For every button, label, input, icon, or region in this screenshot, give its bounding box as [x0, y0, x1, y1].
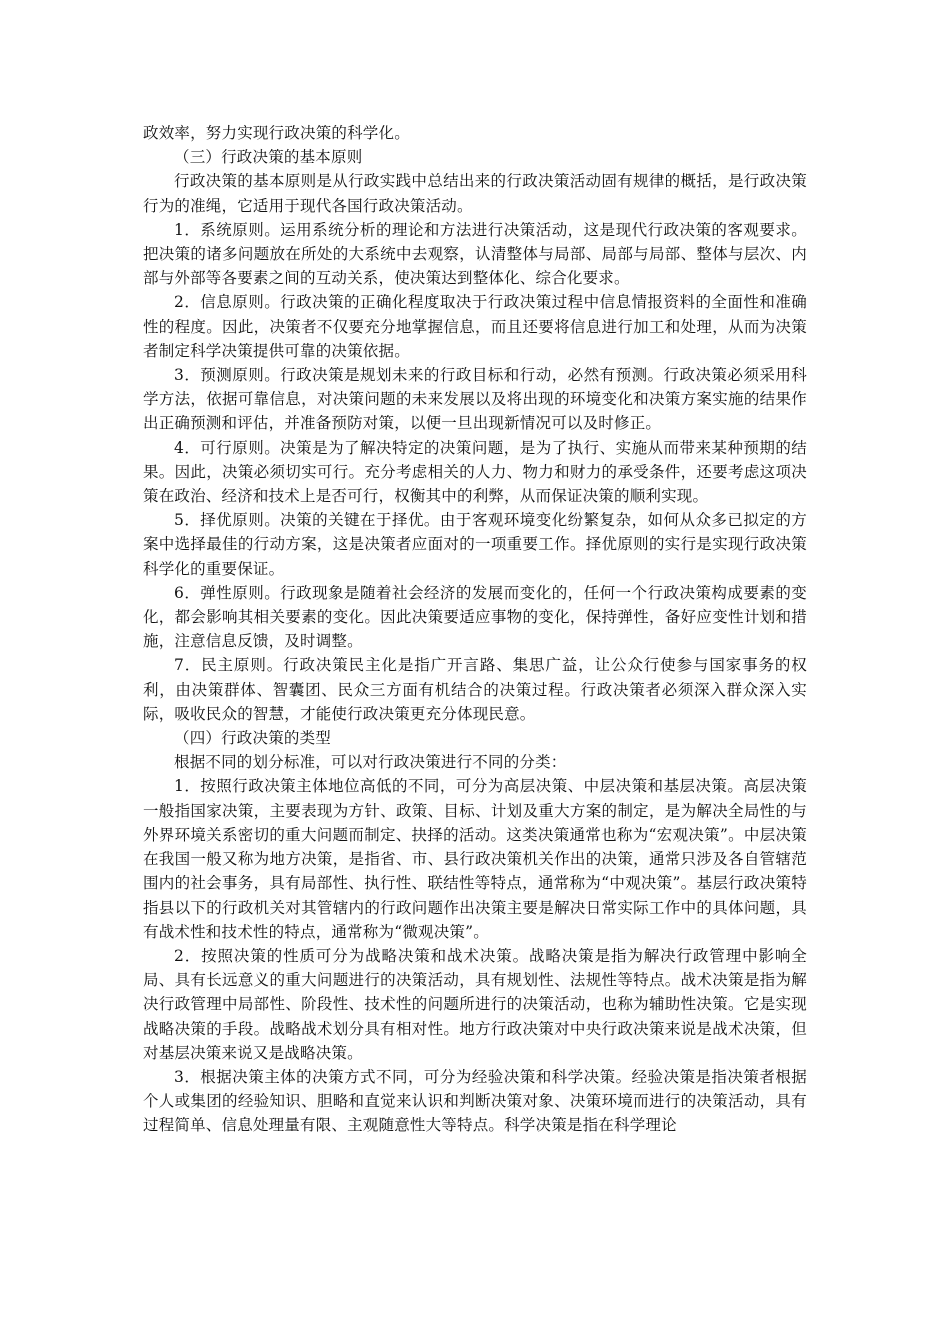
- paragraph-democracy-principle: 7．民主原则。行政决策民主化是指广开言路、集思广益，让公众行使参与国家事务的权利，由决策群体、智囊团、民众三方面有机结合的决策过程。行政决策者必须深入群众深入实际，吸收民众的智慧，才能使行政决策更充分体现民意。: [143, 656, 807, 723]
- section-heading-types: （四）行政决策的类型: [174, 729, 332, 748]
- paragraph-continuation: 政效率，努力实现行政决策的科学化。: [143, 124, 410, 142]
- paragraph-type-by-level: 1．按照行政决策主体地位高低的不同，可分为高层决策、中层决策和基层决策。高层决策一般指国家决策，主要表现为方针、政策、目标、计划及重大方案的制定，是为解决全局性的与外界环境关系密切的重大问题而制定、抉择的活动。这类决策通常也称为“宏观决策”。中层决策在我国一般又称为地方决策，是指省、市、县行政决策机关作出的决策，通常只涉及各自管辖范围内的社会事务，具有局部性、执行性、联结性等特点，通常称为“中观决策”。基层行政决策特指县以下的行政机关对其管辖内的行政问题作出决策主要是解决日常实际工作中的具体问题，具有战术性和技术性的特点，通常称为“微观决策”。: [143, 777, 807, 941]
- section-heading-principles: （三）行政决策的基本原则: [174, 148, 363, 167]
- paragraph-principles-intro: 行政决策的基本原则是从行政实践中总结出来的行政决策活动固有规律的概括，是行政决策行为的准绳，它适用于现代各国行政决策活动。: [143, 172, 807, 215]
- paragraph-system-principle: 1．系统原则。运用系统分析的理论和方法进行决策活动，这是现代行政决策的客观要求。把决策的诸多问题放在所处的大系统中去观察，认清整体与局部、局部与局部、整体与层次、内部与外部等各要素之间的互动关系，使决策达到整体化、综合化要求。: [143, 220, 807, 288]
- paragraph-type-by-nature: 2．按照决策的性质可分为战略决策和战术决策。战略决策是指为解决行政管理中影响全局、具有长远意义的重大问题进行的决策活动，具有规划性、法规性等特点。战术决策是指为解决行政管理中局部性、阶段性、技术性的问题所进行的决策活动，也称为辅助性决策。它是实现战略决策的手段。战略战术划分具有相对性。地方行政决策对中央行政决策来说是战术决策，但对基层决策来说又是战略决策。: [143, 946, 807, 1062]
- paragraph-types-intro: 根据不同的划分标准，可以对行政决策进行不同的分类：: [174, 753, 567, 772]
- document-body: [143, 121, 807, 1138]
- paragraph-information-principle: 2．信息原则。行政决策的正确化程度取决于行政决策过程中信息情报资料的全面性和准确性的程度。因此，决策者不仅要充分地掌握信息，而且还要将信息进行加工和处理，从而为决策者制定科学决策提供可靠的决策依据。: [143, 293, 807, 360]
- paragraph-prediction-principle: 3．预测原则。行政决策是规划未来的行政目标和行动，必然有预测。行政决策必须采用科学方法，依据可靠信息，对决策问题的未来发展以及将出现的环境变化和决策方案实施的结果作出正确预测和评估，并准备预防对策，以便一旦出现新情况可以及时修正。: [143, 366, 807, 433]
- paragraph-type-by-method: 3．根据决策主体的决策方式不同，可分为经验决策和科学决策。经验决策是指决策者根据个人或集团的经验知识、胆略和直觉来认识和判断决策对象、决策环境而进行的决策活动，具有过程简单、信息处理量有限、主观随意性大等特点。科学决策是指在科学理论: [143, 1067, 807, 1135]
- paragraph-optimization-principle: 5．择优原则。决策的关键在于择优。由于客观环境变化纷繁复杂，如何从众多已拟定的方案中选择最佳的行动方案，这是决策者应面对的一项重要工作。择优原则的实行是实现行政决策科学化的重要保证。: [143, 511, 807, 578]
- paragraph-feasibility-principle: 4．可行原则。决策是为了解决特定的决策问题，是为了执行、实施从而带来某种预期的结果。因此，决策必须切实可行。充分考虑相关的人力、物力和财力的承受条件，还要考虑这项决策在政治、经济和技术上是否可行，权衡其中的利弊，从而保证决策的顺利实现。: [143, 438, 807, 506]
- paragraph-flexibility-principle: 6．弹性原则。行政现象是随着社会经济的发展而变化的，任何一个行政决策构成要素的变化，都会影响其相关要素的变化。因此决策要适应事物的变化，保持弹性，备好应变性计划和措施，注意信息反馈，及时调整。: [143, 583, 807, 651]
